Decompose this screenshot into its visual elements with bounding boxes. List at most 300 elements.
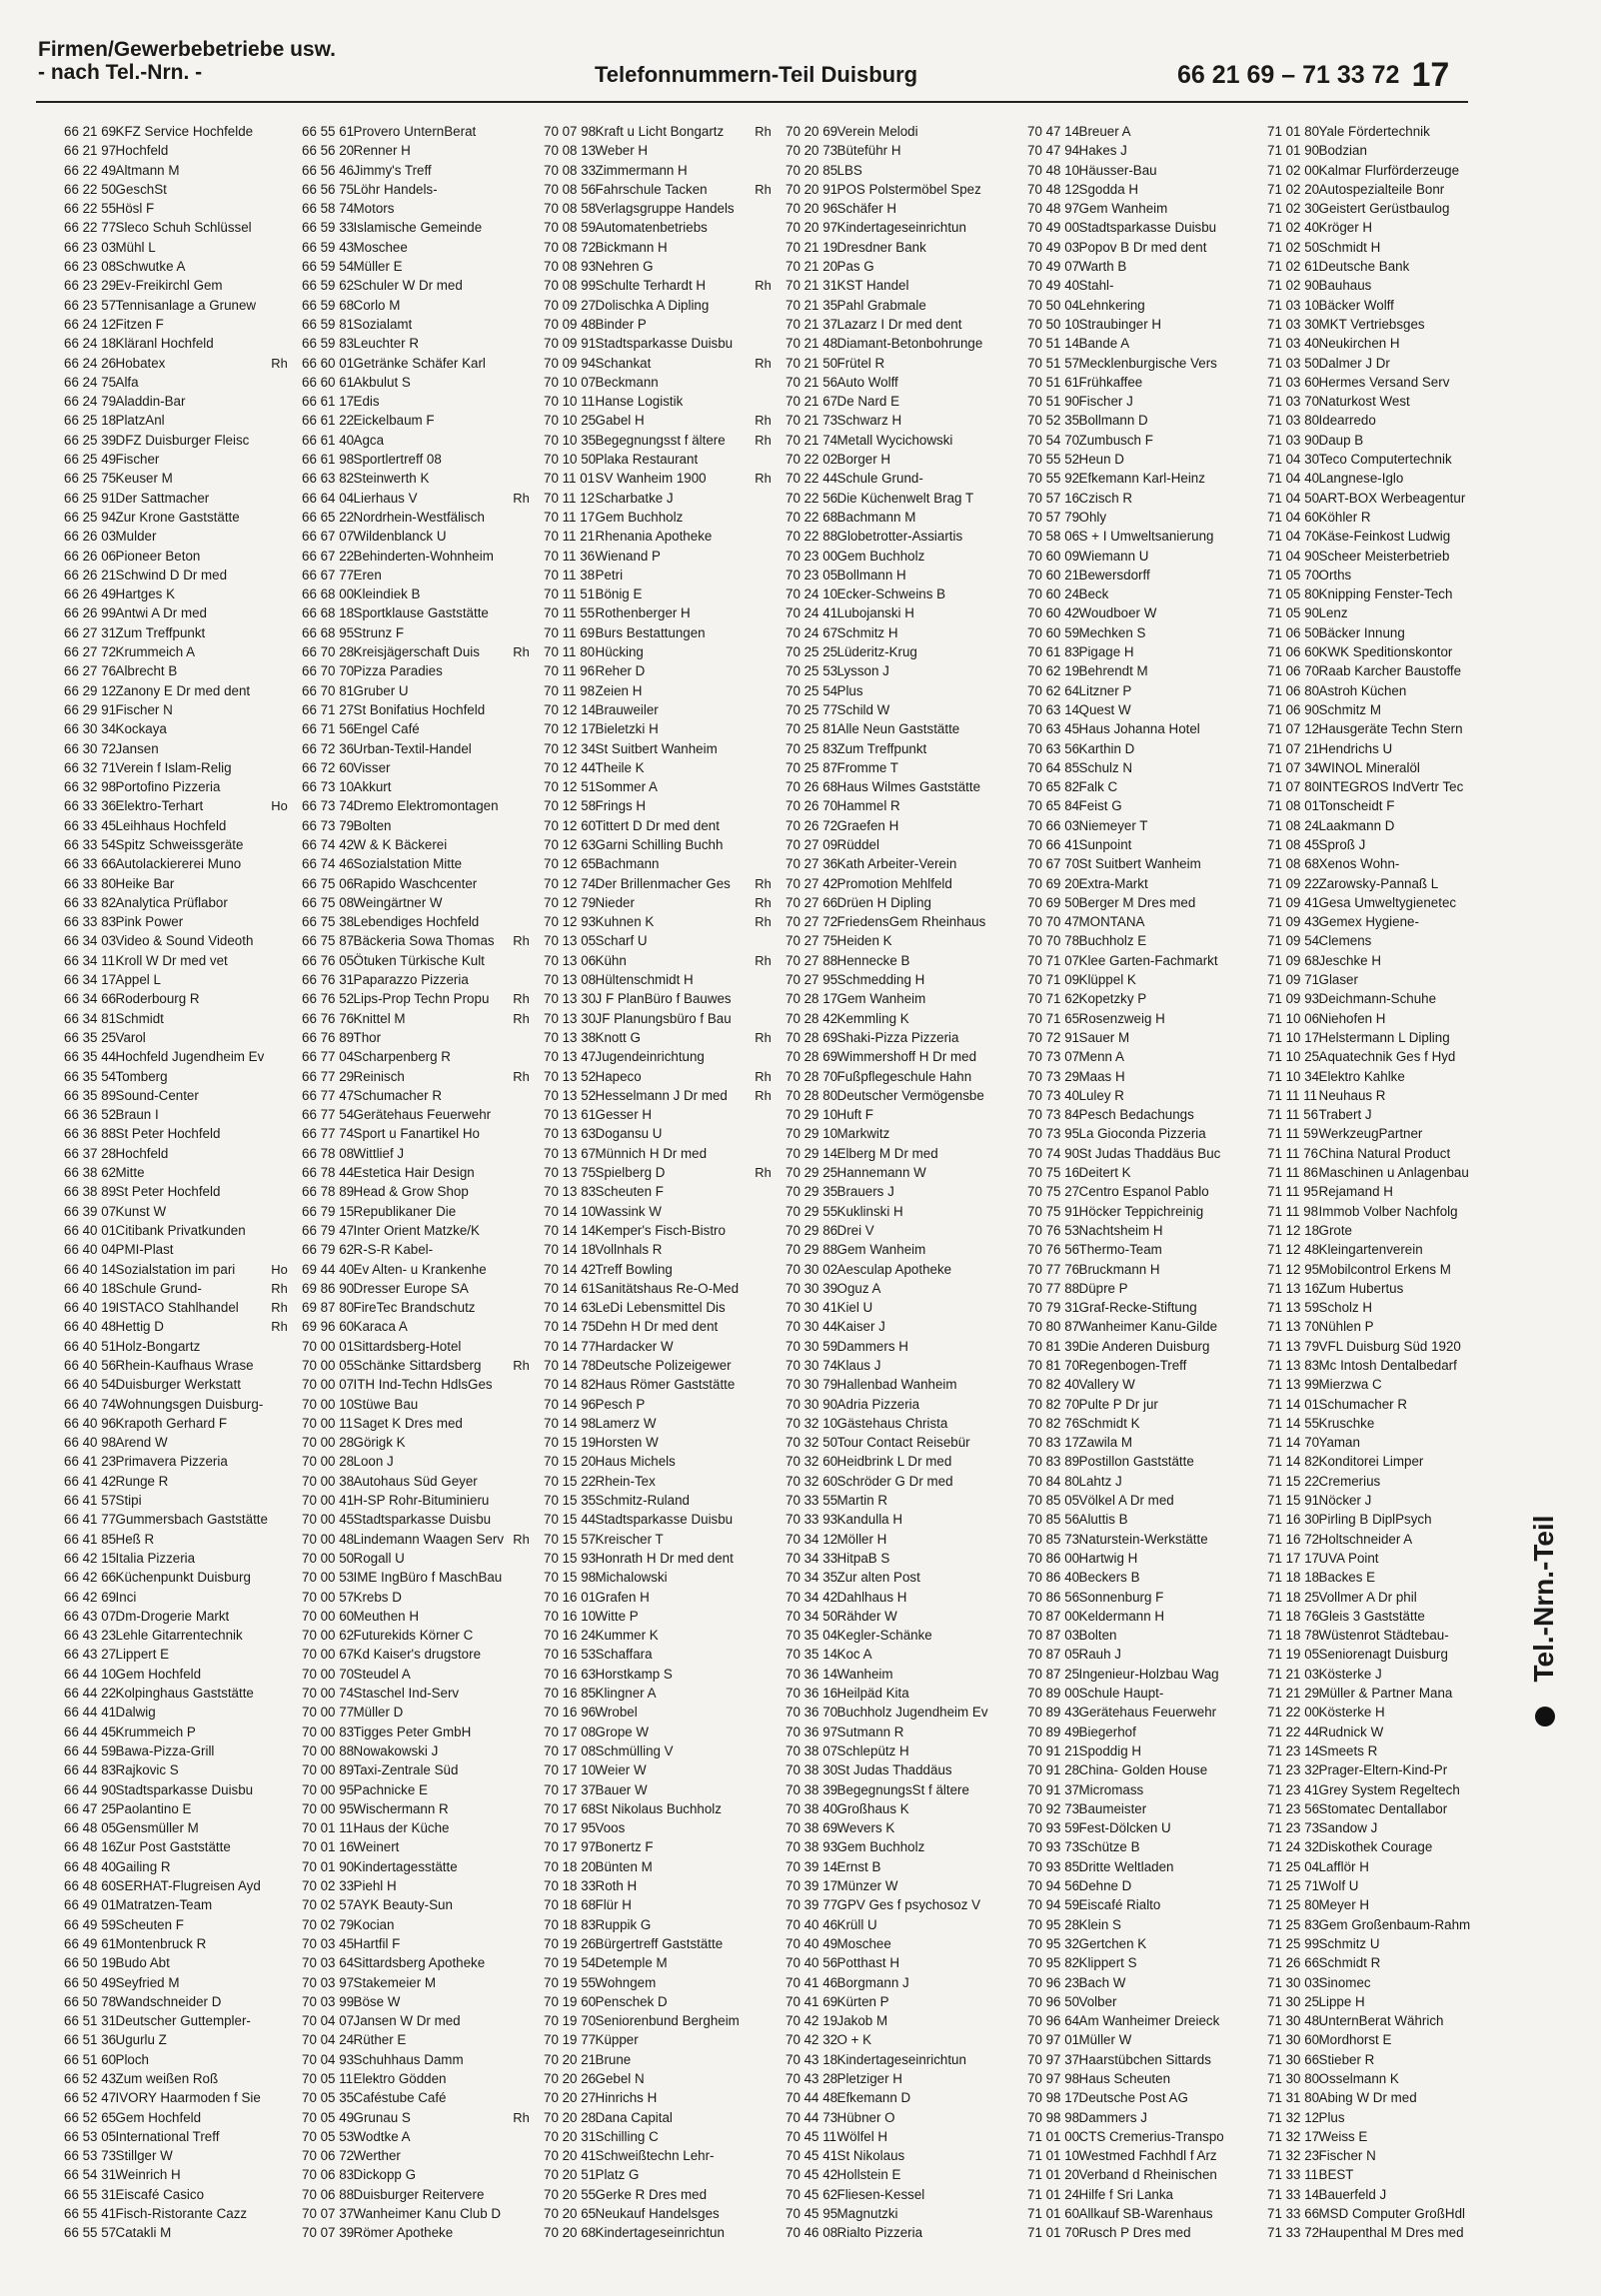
phone-number: 66 56 46 [302, 162, 355, 178]
phone-number: 71 14 82 [1267, 1454, 1320, 1470]
business-name: Naturkost West [1318, 394, 1410, 410]
phone-number: 70 03 64 [302, 1955, 355, 1971]
phone-number: 66 77 54 [302, 1107, 355, 1123]
phone-number: 70 13 52 [544, 1068, 597, 1084]
directory-entry [1027, 431, 1255, 450]
directory-column-6 [1267, 122, 1497, 2243]
directory-entry [544, 1837, 772, 1856]
business-name: Weber H [595, 143, 649, 159]
phone-number: 70 29 14 [786, 1145, 838, 1161]
directory-entry [302, 777, 530, 796]
directory-entry [1267, 681, 1495, 700]
business-name: Stadtsparkasse Duisbu [1078, 220, 1217, 236]
directory-entry [755, 180, 1013, 199]
business-name: Falk C [1078, 779, 1118, 795]
phone-number: 70 29 55 [786, 1203, 838, 1219]
directory-entry [786, 1279, 1013, 1298]
phone-number: 70 77 88 [1027, 1280, 1080, 1296]
directory-entry [544, 1047, 772, 1066]
business-name: Hilfe f Sri Lanka [1078, 2186, 1173, 2202]
business-name: Promotion Mehlfeld [836, 875, 952, 891]
directory-entry [786, 2185, 1013, 2204]
directory-entry [786, 1780, 1013, 1799]
directory-entry [302, 1626, 530, 1645]
business-name: Beckmann [595, 374, 659, 390]
directory-entry [544, 2069, 772, 2088]
directory-entry [1267, 603, 1495, 622]
directory-entry [302, 2185, 530, 2204]
business-name: Drei V [836, 1222, 874, 1238]
business-name: Mecklenburgische Vers [1078, 355, 1217, 371]
business-name: Visser [353, 759, 391, 775]
directory-entry [1027, 700, 1255, 719]
phone-number: 70 01 11 [302, 1820, 354, 1836]
phone-number: 70 74 90 [1027, 1145, 1080, 1161]
phone-number: 71 01 60 [1027, 2206, 1080, 2222]
directory-entry [1027, 1818, 1255, 1837]
business-name: Dresser Europe SA [353, 1280, 469, 1296]
phone-number: 70 94 59 [1027, 1897, 1080, 1913]
directory-entry [302, 2108, 530, 2127]
directory-entry [786, 2108, 1013, 2127]
phone-number: 70 11 69 [544, 624, 596, 640]
directory-entry [1027, 970, 1255, 989]
business-name: Pirling B DiplPsych [1318, 1512, 1432, 1528]
phone-number: 71 23 56 [1267, 1800, 1320, 1816]
directory-entry [64, 1568, 292, 1587]
business-name: Aluttis B [1078, 1512, 1128, 1528]
directory-entry [302, 1973, 530, 1992]
business-name: Kuhnen K [595, 914, 655, 930]
phone-number: 70 21 48 [786, 336, 838, 352]
phone-number: 70 27 36 [786, 856, 838, 872]
business-name: Schilling C [595, 2128, 659, 2144]
directory-entry [64, 1837, 292, 1856]
business-name: Bönig E [595, 586, 643, 602]
directory-entry [786, 1837, 1013, 1856]
directory-entry [1267, 2165, 1495, 2184]
business-name: Bünten M [595, 1858, 653, 1874]
directory-entry [1027, 1992, 1255, 2011]
phone-number: 71 11 76 [1267, 1145, 1319, 1161]
business-name: Bickmann H [595, 239, 668, 255]
directory-entry [64, 854, 292, 873]
business-name: Schlepütz H [836, 1742, 909, 1758]
phone-number: 71 03 30 [1267, 316, 1320, 332]
business-name: Krebs D [353, 1589, 402, 1605]
phone-number: 71 31 80 [1267, 2090, 1320, 2106]
business-name: Backes E [1318, 1570, 1376, 1586]
directory-entry [755, 893, 1013, 912]
business-name: Nühlen P [1318, 1319, 1374, 1335]
business-name: Weingärtner W [353, 894, 443, 910]
phone-number: 66 71 56 [302, 721, 355, 737]
phone-number: 70 14 18 [544, 1242, 597, 1258]
phone-number: 70 21 67 [786, 394, 838, 410]
phone-number: 70 42 19 [786, 2013, 838, 2029]
business-name: Urban-Textil-Handel [353, 740, 472, 756]
directory-entry [64, 1588, 292, 1607]
phone-number: 70 12 51 [544, 779, 597, 795]
phone-number: 66 26 99 [64, 605, 117, 621]
business-name: Schule Grund- [836, 471, 923, 487]
phone-number: 70 14 61 [544, 1280, 597, 1296]
directory-entry [786, 584, 1013, 603]
business-name: Bauer W [595, 1781, 648, 1797]
business-name: Hannemann W [836, 1165, 926, 1181]
phone-number: 66 35 25 [64, 1029, 117, 1045]
directory-entry [64, 489, 292, 508]
directory-entry [1027, 739, 1255, 758]
directory-entry [544, 508, 772, 527]
directory-entry [1267, 989, 1495, 1008]
business-name: Müller D [353, 1705, 404, 1721]
business-name: Getränke Schäfer Karl [353, 355, 486, 371]
phone-number: 70 06 72 [302, 2148, 355, 2164]
business-name: Theile K [595, 759, 645, 775]
directory-entry [786, 1665, 1013, 1684]
phone-number: 70 49 00 [1027, 220, 1080, 236]
phone-number: 66 27 31 [64, 624, 117, 640]
business-name: Haupenthal M Dres med [1318, 2225, 1464, 2241]
business-name: Gemex Hygiene- [1318, 914, 1419, 930]
directory-entry [1027, 1028, 1255, 1047]
phone-number: 66 79 47 [302, 1222, 355, 1238]
phone-number: 70 12 34 [544, 740, 597, 756]
directory-entry [1027, 642, 1255, 661]
directory-entry [1267, 623, 1495, 642]
directory-entry [544, 2127, 772, 2146]
business-name: Centro Espanol Pablo [1078, 1184, 1209, 1200]
business-name: Meuthen H [353, 1608, 419, 1624]
business-name: Quest W [1078, 701, 1131, 717]
directory-entry [302, 1240, 530, 1259]
phone-number: 70 96 50 [1027, 1993, 1080, 2009]
business-name: Roth H [595, 1878, 638, 1894]
phone-number: 70 86 00 [1027, 1550, 1080, 1566]
business-name: Rauh J [1078, 1647, 1121, 1663]
directory-entry [64, 296, 292, 315]
directory-entry [786, 1741, 1013, 1760]
business-name: Neukirchen H [1318, 336, 1400, 352]
directory-entry [1027, 1684, 1255, 1703]
directory-entry [1267, 1472, 1495, 1491]
business-name: Schmidt H [1318, 239, 1381, 255]
business-name: FireTec Brandschutz [353, 1300, 476, 1316]
directory-entry [302, 566, 530, 584]
phone-number: 70 75 91 [1027, 1203, 1080, 1219]
directory-entry [302, 1799, 530, 1818]
directory-entry [64, 1645, 292, 1664]
directory-entry [544, 1124, 772, 1143]
directory-entry [544, 315, 772, 334]
phone-number: 66 50 78 [64, 1993, 117, 2009]
directory-entry [544, 1337, 772, 1356]
directory-entry [1267, 566, 1495, 584]
directory-entry [64, 739, 292, 758]
directory-entry [544, 1934, 772, 1953]
business-name: Rähder W [836, 1608, 897, 1624]
directory-entry [755, 411, 1013, 430]
directory-entry [544, 1722, 772, 1741]
phone-number: 70 22 44 [786, 471, 838, 487]
directory-entry [544, 1221, 772, 1240]
directory-entry [1267, 1780, 1495, 1799]
directory-entry [1027, 296, 1255, 315]
phone-number: 71 13 70 [1267, 1319, 1320, 1335]
phone-number: 70 91 28 [1027, 1762, 1080, 1778]
business-name: Dogansu U [595, 1126, 663, 1142]
phone-number: 70 65 82 [1027, 779, 1080, 795]
phone-number: 71 25 71 [1267, 1878, 1320, 1894]
business-name: Wölfel H [836, 2128, 888, 2144]
directory-entry [1027, 547, 1255, 566]
phone-number: 70 12 79 [544, 894, 597, 910]
phone-number: 70 00 50 [302, 1550, 355, 1566]
directory-entry [1027, 835, 1255, 854]
directory-entry [64, 777, 292, 796]
phone-number: 70 11 36 [544, 548, 596, 564]
directory-entry [302, 1221, 530, 1240]
business-name: Kreisjägerschaft Duis [353, 644, 480, 660]
district-code: Rh [755, 875, 772, 891]
phone-number: 70 12 65 [544, 856, 597, 872]
directory-entry [786, 1799, 1013, 1818]
directory-entry [302, 1549, 530, 1568]
phone-number: 70 82 76 [1027, 1415, 1080, 1431]
phone-number: 70 28 70 [786, 1068, 838, 1084]
business-name: Magnutzki [836, 2206, 898, 2222]
business-name: Der Sattmacher [115, 490, 210, 506]
phone-number: 71 22 44 [1267, 1723, 1320, 1739]
business-name: Flür H [595, 1897, 632, 1913]
directory-entry [544, 1452, 772, 1471]
phone-number: 70 01 90 [302, 1858, 355, 1874]
phone-number: 70 34 33 [786, 1550, 838, 1566]
phone-number: 70 51 14 [1027, 336, 1080, 352]
business-name: WINOL Mineralöl [1318, 759, 1420, 775]
directory-entry [1267, 373, 1495, 392]
directory-entry [544, 970, 772, 989]
directory-entry [1027, 1607, 1255, 1626]
business-name: PlatzAnl [115, 413, 165, 429]
business-name: JF Planungsbüro f Bau [595, 1010, 732, 1026]
business-name: Rogall U [353, 1550, 405, 1566]
phone-number: 70 87 00 [1027, 1608, 1080, 1624]
phone-number: 70 16 85 [544, 1686, 597, 1702]
phone-number: 70 16 10 [544, 1608, 597, 1624]
business-name: Rhein-Tex [595, 1473, 656, 1489]
phone-number: 66 47 25 [64, 1800, 117, 1816]
directory-entry [544, 2011, 772, 2030]
directory-entry [544, 2088, 772, 2107]
business-name: Postillon Gaststätte [1078, 1454, 1194, 1470]
phone-number: 70 07 98 [544, 124, 597, 139]
phone-number: 70 45 11 [786, 2128, 837, 2144]
directory-entry [302, 989, 530, 1008]
phone-number: 70 30 02 [786, 1261, 838, 1277]
directory-entry [1027, 603, 1255, 622]
phone-number: 70 19 60 [544, 1993, 597, 2009]
phone-number: 66 68 18 [302, 605, 355, 621]
business-name: Schuler W Dr med [353, 278, 463, 294]
business-name: KST Handel [836, 278, 909, 294]
directory-entry [302, 508, 530, 527]
phone-number: 70 09 94 [544, 355, 597, 371]
business-name: Brauers J [836, 1184, 894, 1200]
phone-number: 66 61 40 [302, 432, 355, 448]
phone-number: 66 22 50 [64, 181, 117, 197]
business-name: Gem Buchholz [595, 509, 684, 525]
directory-entry [1027, 912, 1255, 931]
phone-number: 70 04 07 [302, 2013, 355, 2029]
phone-number: 70 71 62 [1027, 991, 1080, 1007]
directory-entry [786, 199, 1013, 218]
phone-number: 66 34 66 [64, 991, 117, 1007]
directory-entry [1267, 2127, 1495, 2146]
directory-entry [1267, 354, 1495, 373]
business-name: GPV Ges f psychosoz V [836, 1897, 981, 1913]
phone-number: 70 30 39 [786, 1280, 838, 1296]
directory-entry [1267, 1221, 1495, 1240]
directory-entry [1027, 315, 1255, 334]
business-name: Kaiser J [836, 1319, 885, 1335]
directory-entry [1027, 238, 1255, 257]
business-name: Voos [595, 1820, 626, 1836]
district-code: Rh [755, 278, 772, 294]
phone-number: 70 00 11 [302, 1415, 354, 1431]
business-name: Mobilcontrol Erkens M [1318, 1261, 1451, 1277]
phone-number: 66 41 42 [64, 1473, 117, 1489]
business-name: Pahl Grabmale [836, 297, 926, 313]
phone-number: 70 82 70 [1027, 1396, 1080, 1412]
directory-entry [64, 373, 292, 392]
business-name: POS Polstermöbel Spez [836, 181, 981, 197]
business-name: Ernst B [836, 1858, 881, 1874]
business-name: Micromass [1078, 1781, 1144, 1797]
phone-number: 66 48 16 [64, 1839, 117, 1855]
directory-entry [755, 469, 1013, 488]
business-name: Renner H [353, 143, 411, 159]
business-name: Gummersbach Gaststätte [115, 1512, 268, 1528]
business-name: Plus [1318, 2109, 1345, 2125]
phone-number: 70 73 40 [1027, 1087, 1080, 1103]
directory-entry [64, 566, 292, 584]
business-name: Frühkaffee [1078, 374, 1143, 390]
phone-number: 70 50 04 [1027, 297, 1080, 313]
directory-entry [271, 796, 530, 815]
business-name: Stahl- [1078, 278, 1114, 294]
directory-entry [1027, 354, 1255, 373]
business-name: Antwi A Dr med [115, 605, 207, 621]
business-name: Gertchen K [1078, 1935, 1147, 1951]
business-name: Citibank Privatkunden [115, 1222, 246, 1238]
directory-entry [1027, 1588, 1255, 1607]
directory-entry [1267, 2011, 1495, 2030]
directory-entry [544, 1876, 772, 1895]
directory-entry [544, 1780, 772, 1799]
business-name: MKT Vertriebsges [1318, 316, 1425, 332]
phone-number: 66 49 01 [64, 1897, 117, 1913]
business-name: Martin R [836, 1493, 888, 1509]
district-code: Rh [755, 181, 772, 197]
business-name: Graf-Recke-Stiftung [1078, 1300, 1197, 1316]
directory-entry [64, 2088, 292, 2107]
directory-entry [302, 1182, 530, 1201]
business-name: Islamische Gemeinde [353, 220, 483, 236]
directory-entry [544, 1028, 772, 1047]
business-name: Wüstenrot Städtebau- [1318, 1628, 1449, 1644]
phone-number: 70 16 53 [544, 1647, 597, 1663]
phone-number: 70 21 73 [786, 413, 838, 429]
directory-entry [1267, 392, 1495, 411]
directory-entry [544, 1182, 772, 1201]
phone-number: 66 33 66 [64, 856, 117, 872]
directory-entry [1267, 835, 1495, 854]
directory-entry [64, 584, 292, 603]
business-name: Shaki-Pizza Pizzeria [836, 1029, 959, 1045]
directory-entry [1027, 758, 1255, 777]
phone-number: 70 29 25 [786, 1165, 838, 1181]
directory-entry [1267, 276, 1495, 295]
phone-number: 70 38 39 [786, 1781, 838, 1797]
directory-column-3 [513, 122, 774, 2243]
business-name: Autospezialteile Bonr [1318, 181, 1445, 197]
business-name: Grey System Regeltech [1318, 1781, 1460, 1797]
directory-entry [544, 1414, 772, 1433]
business-name: Leuchter R [353, 336, 419, 352]
business-name: Kunst W [115, 1203, 167, 1219]
business-name: Abing W Dr med [1318, 2090, 1417, 2106]
business-name: Knott G [595, 1029, 641, 1045]
phone-number: 70 10 11 [544, 394, 596, 410]
directory-entry [1027, 816, 1255, 835]
business-name: Fliesen-Kessel [836, 2186, 925, 2202]
phone-number: 70 06 88 [302, 2186, 355, 2202]
directory-entry [755, 122, 1013, 141]
directory-entry [302, 603, 530, 622]
phone-number: 70 12 63 [544, 836, 597, 852]
phone-number: 70 44 48 [786, 2090, 838, 2106]
phone-number: 71 23 41 [1267, 1781, 1320, 1797]
business-name: Hartwig H [1078, 1550, 1138, 1566]
directory-entry [302, 1588, 530, 1607]
section-title [38, 38, 336, 84]
phone-number: 70 08 59 [544, 220, 597, 236]
business-name: Mitte [115, 1165, 145, 1181]
directory-entry [1267, 796, 1495, 815]
business-name: Heilpäd Kita [836, 1686, 909, 1702]
business-name: Gailing R [115, 1858, 171, 1874]
directory-entry [64, 354, 292, 373]
phone-number: 70 00 77 [302, 1705, 355, 1721]
directory-entry [64, 1549, 292, 1568]
phone-number: 70 49 40 [1027, 278, 1080, 294]
business-name: Wittlief J [353, 1145, 405, 1161]
phone-number: 70 63 45 [1027, 721, 1080, 737]
business-name: Catakli M [115, 2225, 172, 2241]
phone-number: 70 45 41 [786, 2148, 838, 2164]
business-name: Klein S [1078, 1916, 1121, 1932]
directory-entry [544, 893, 772, 912]
directory-entry [786, 218, 1013, 237]
business-name: Leihhaus Hochfeld [115, 817, 227, 833]
directory-entry [64, 1182, 292, 1201]
business-name: Schwutke A [115, 259, 186, 275]
phone-number: 70 25 53 [786, 663, 838, 679]
business-name: GeschSt [115, 181, 167, 197]
directory-entry [302, 1491, 530, 1510]
